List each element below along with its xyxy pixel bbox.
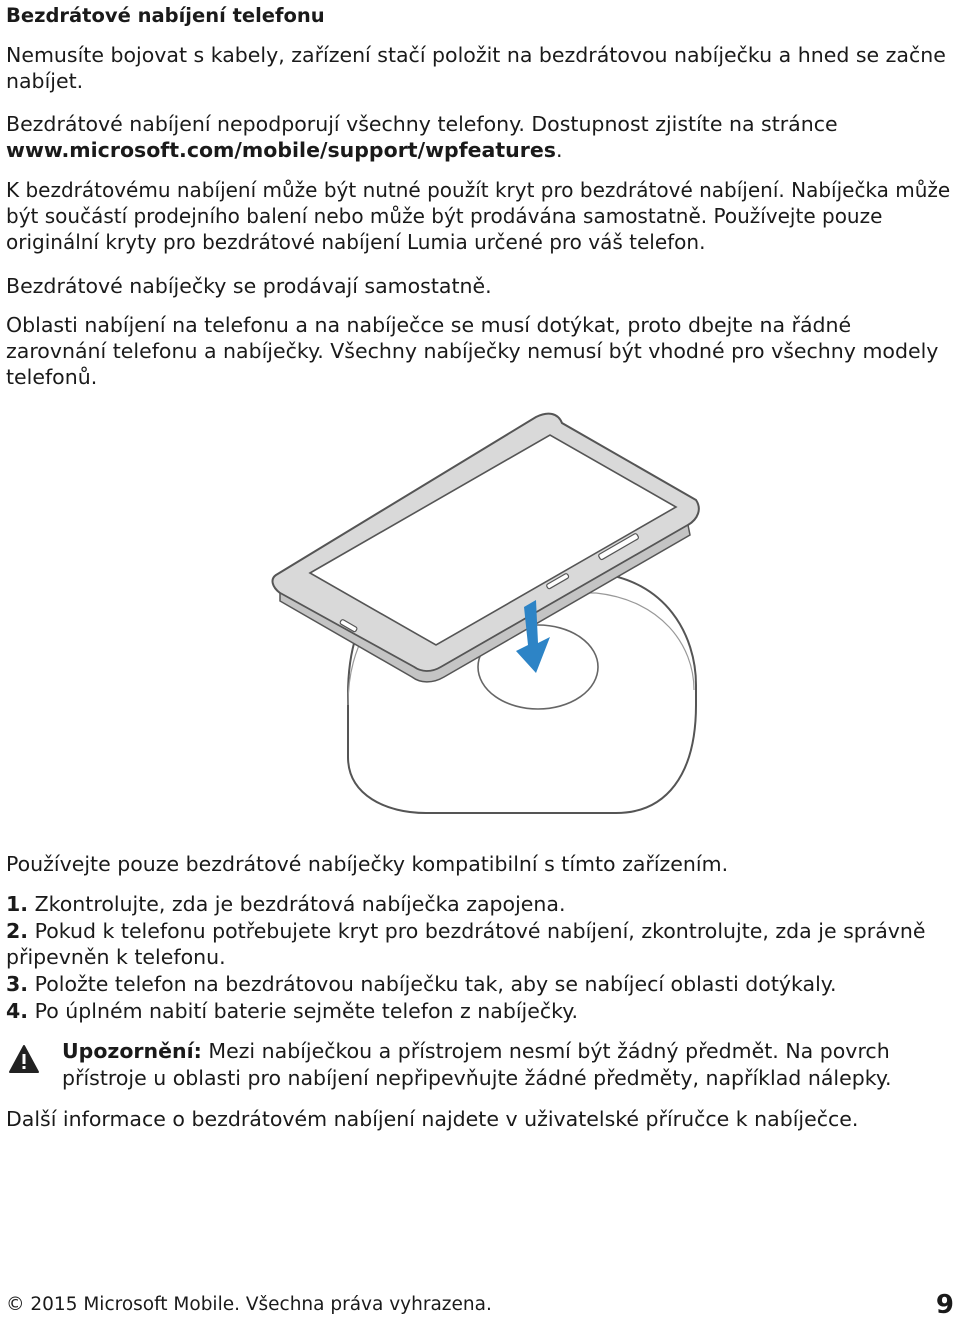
step-text: Po úplném nabití baterie sejměte telefon z nabíječky. [28, 999, 578, 1023]
intro-paragraph: Nemusíte bojovat s kabely, zařízení stačí položit na bezdrátovou nabíječku a hned se začne nabíjet. [6, 43, 946, 93]
wireless-charging-illustration [266, 405, 706, 845]
page-number: 9 [935, 1290, 954, 1320]
list-item [6, 918, 956, 970]
warning-icon [8, 1044, 40, 1074]
step-text: Pokud k telefonu potřebujete kryt pro bezdrátové nabíjení, zkontrolujte, zda je správně připevněn k telefonu. [6, 919, 926, 969]
warning-text [62, 1038, 952, 1092]
availability-text: Bezdrátové nabíjení nepodporují všechny telefony. Dostupnost zjistíte na stránce [6, 112, 838, 136]
warning-body: Mezi nabíječkou a přístrojem nesmí být žádný předmět. Na povrch přístroje u oblasti pro nabíjení nepřipevňujte žádné předměty, například nálepky. [62, 1039, 892, 1090]
step-number: 2. [6, 919, 29, 943]
warning-label: Upozornění: [62, 1039, 202, 1063]
copyright-footer: © 2015 Microsoft Mobile. Všechna práva vyhrazena. [6, 1294, 492, 1315]
page-title: Bezdrátové nabíjení telefonu [6, 4, 325, 27]
availability-paragraph [6, 111, 956, 163]
cover-paragraph: K bezdrátovému nabíjení může být nutné použít kryt pro bezdrátové nabíjení. Nabíječka může být součástí prodejního balení nebo může být prodávána samostatně. Používejte pouze originální kryty pro bezdrátové nabíjení Lumia určené pro váš telefon. [6, 178, 951, 254]
step-text: Položte telefon na bezdrátovou nabíječku tak, aby se nabíjecí oblasti dotýkaly. [28, 972, 837, 996]
list-item [6, 891, 956, 917]
step-text: Zkontrolujte, zda je bezdrátová nabíječka zapojena. [28, 892, 566, 916]
list-item [6, 971, 956, 997]
alignment-paragraph: Oblasti nabíjení na telefonu a na nabíječce se musí dotýkat, proto dbejte na řádné zarovnání telefonu a nabíječky. Všechny nabíječky nemusí být vhodné pro všechny modely telefonů. [6, 313, 939, 389]
step-number: 4. [6, 999, 29, 1023]
step-number: 1. [6, 892, 29, 916]
sold-separately-paragraph: Bezdrátové nabíječky se prodávají samostatně. [6, 274, 492, 298]
compatibility-paragraph: Používejte pouze bezdrátové nabíječky kompatibilní s tímto zařízením. [6, 852, 729, 876]
support-link[interactable]: www.microsoft.com/mobile/support/wpfeatures [6, 138, 556, 162]
more-info-paragraph: Další informace o bezdrátovém nabíjení najdete v uživatelské příručce k nabíječce. [6, 1107, 859, 1131]
list-item [6, 998, 956, 1024]
step-number: 3. [6, 972, 29, 996]
availability-end: . [555, 138, 563, 162]
